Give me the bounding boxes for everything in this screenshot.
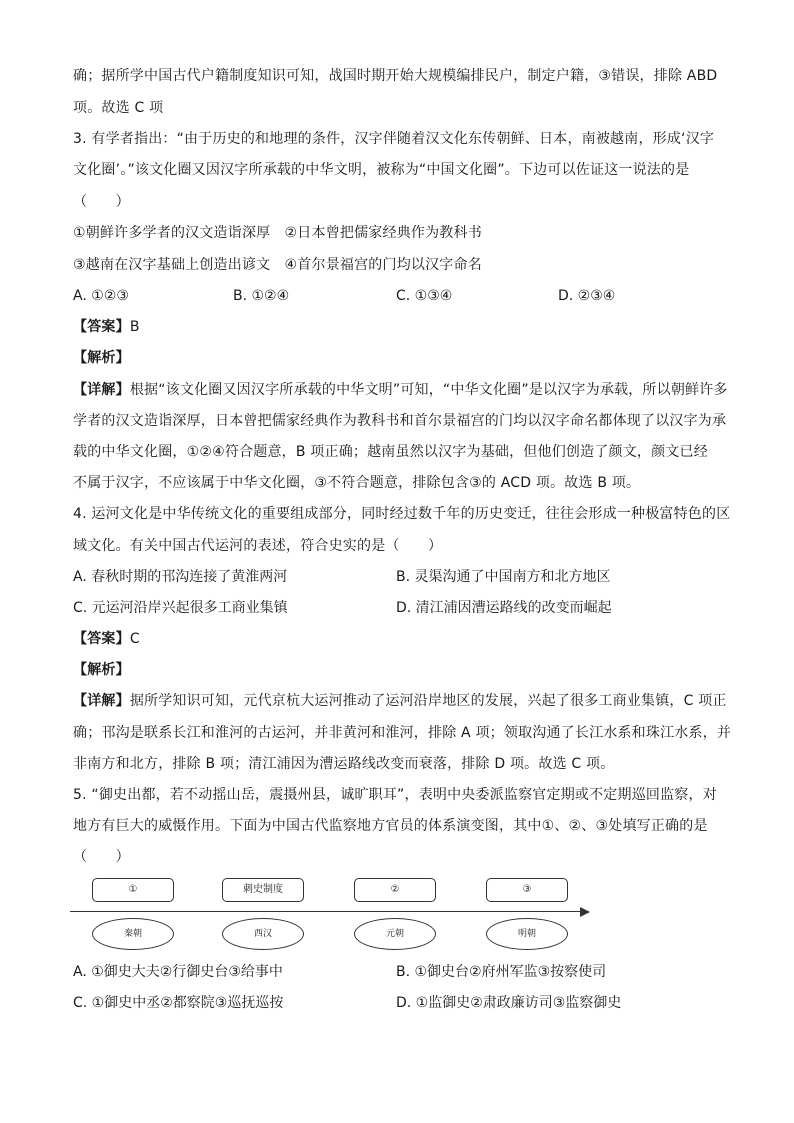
q5-paren: （ ） xyxy=(73,849,130,865)
q5-option-c: C. ①御史中丞②都察院③巡抚巡按 xyxy=(73,995,284,1011)
q4-option-a: A. 春秋时期的邗沟连接了黄淮两河 xyxy=(73,569,288,585)
detail-text: 根据“该文化圈又因汉字所承载的中华文明”可知，“中华文化圈”是以汉字为承载，所以朝鲜许多 xyxy=(129,382,728,398)
diagram-box-3: ② xyxy=(354,878,436,902)
q4-analysis xyxy=(73,660,733,680)
timeline-arrowhead xyxy=(580,907,590,917)
q5-option-d: D. ①监御史②肃政廉访司③监察御史 xyxy=(396,995,622,1011)
diagram-era-4: 明朝 xyxy=(486,918,568,950)
answer-value: B xyxy=(129,319,140,335)
q3-items-1-2: ①朝鲜许多学者的汉文造诣深厚 ②日本曾把儒家经典作为教科书 xyxy=(73,225,482,241)
q4-option-d: D. 清江浦因漕运路线的改变而崛起 xyxy=(396,600,612,616)
q3-stem-line1: 3. 有学者指出：“由于历史的和地理的条件，汉字伴随着汉文化东传朝鲜、日本，南被越南，形成‘汉字 xyxy=(73,131,715,147)
diagram-era-2: 西汉 xyxy=(222,918,304,950)
supervision-evolution-diagram xyxy=(70,870,600,960)
q4-detail-line1 xyxy=(73,691,733,711)
q3-paren: （ ） xyxy=(73,194,130,210)
answer-label: 【答案】 xyxy=(73,319,130,335)
q3-detail-line2: 学者的汉文造诣深厚，日本曾把儒家经典作为教科书和首尔景福宫的门均以汉字命名都体现了以汉字为承 xyxy=(73,413,727,429)
q4-stem-line2: 域文化。有关中国古代运河的表述，符合史实的是（ ） xyxy=(73,538,443,554)
q3-analysis xyxy=(73,348,733,368)
q3-option-b: B. ①②④ xyxy=(233,288,290,304)
q5-option-a: A. ①御史大夫②行御史台③给事中 xyxy=(73,964,283,980)
q4-option-c: C. 元运河沿岸兴起很多工商业集镇 xyxy=(73,600,288,616)
timeline-axis xyxy=(70,911,582,912)
q3-detail-line3: 载的中华文化圈，①②④符合题意，B 项正确；越南虽然以汉字为基础，但他们创造了颜文，颜文已经 xyxy=(73,444,708,460)
q5-stem-line2: 地方有巨大的威慑作用。下面为中国古代监察地方官员的体系演变图，其中①、②、③处填写正确的是 xyxy=(73,818,708,834)
prev-answer-line1: 确；据所学中国古代户籍制度知识可知，战国时期开始大规模编排民户，制定户籍，③错误，排除 ABD xyxy=(73,68,718,84)
q5-stem-line1: 5. “御史出都，若不动摇山岳，震摄州县，诚旷职耳”，表明中央委派监察官定期或不定期巡回监察，对 xyxy=(73,787,717,803)
diagram-box-1: ① xyxy=(92,878,174,902)
answer-value: C xyxy=(129,631,140,647)
detail-text: 据所学知识可知，元代京杭大运河推动了运河沿岸地区的发展，兴起了很多工商业集镇，C 项正 xyxy=(129,693,727,709)
answer-label: 【答案】 xyxy=(73,631,130,647)
q5-option-b: B. ①御史台②府州军监③按察使司 xyxy=(396,964,607,980)
q4-answer xyxy=(73,629,733,649)
q4-option-b: B. 灵渠沟通了中国南方和北方地区 xyxy=(396,569,611,585)
analysis-label: 【解析】 xyxy=(73,662,130,678)
diagram-era-1: 秦朝 xyxy=(92,918,174,950)
prev-answer-line2: 项。故选 C 项 xyxy=(73,100,164,116)
q3-option-c: C. ①③④ xyxy=(396,288,453,304)
q3-items-3-4: ③越南在汉字基础上创造出谚文 ④首尔景福宫的门均以汉字命名 xyxy=(73,257,482,273)
detail-label: 【详解】 xyxy=(73,693,130,709)
q4-stem-line1: 4. 运河文化是中华传统文化的重要组成部分，同时经过数千年的历史变迁，往往会形成一种极富特色的区 xyxy=(73,506,731,522)
q3-detail-line4: 不属于汉字，不应该属于中华文化圈，③不符合题意，排除包含③的 ACD 项。故选 B 项。 xyxy=(73,475,641,491)
diagram-box-4: ③ xyxy=(486,878,568,902)
q4-detail-line2: 确；邗沟是联系长江和淮河的古运河，并非黄河和淮河，排除 A 项；领取沟通了长江水系和珠江水系，并 xyxy=(73,725,732,741)
q3-option-a: A. ①②③ xyxy=(73,288,129,304)
analysis-label: 【解析】 xyxy=(73,350,130,366)
q3-stem-line2: 文化圈’。”该文化圈又因汉字所承载的中华文明，被称为“中国文化圈”。下边可以佐证这一说法的是 xyxy=(73,162,690,178)
q3-detail-line1 xyxy=(73,380,733,400)
detail-label: 【详解】 xyxy=(73,382,130,398)
diagram-box-2: 刺史制度 xyxy=(222,878,304,902)
q4-detail-line3: 非南方和北方，排除 B 项；清江浦因为漕运路线改变而衰落，排除 D 项。故选 C 项。 xyxy=(73,756,615,772)
diagram-era-3: 元朝 xyxy=(354,918,436,950)
q3-answer xyxy=(73,317,733,337)
q3-option-d: D. ②③④ xyxy=(558,288,616,304)
